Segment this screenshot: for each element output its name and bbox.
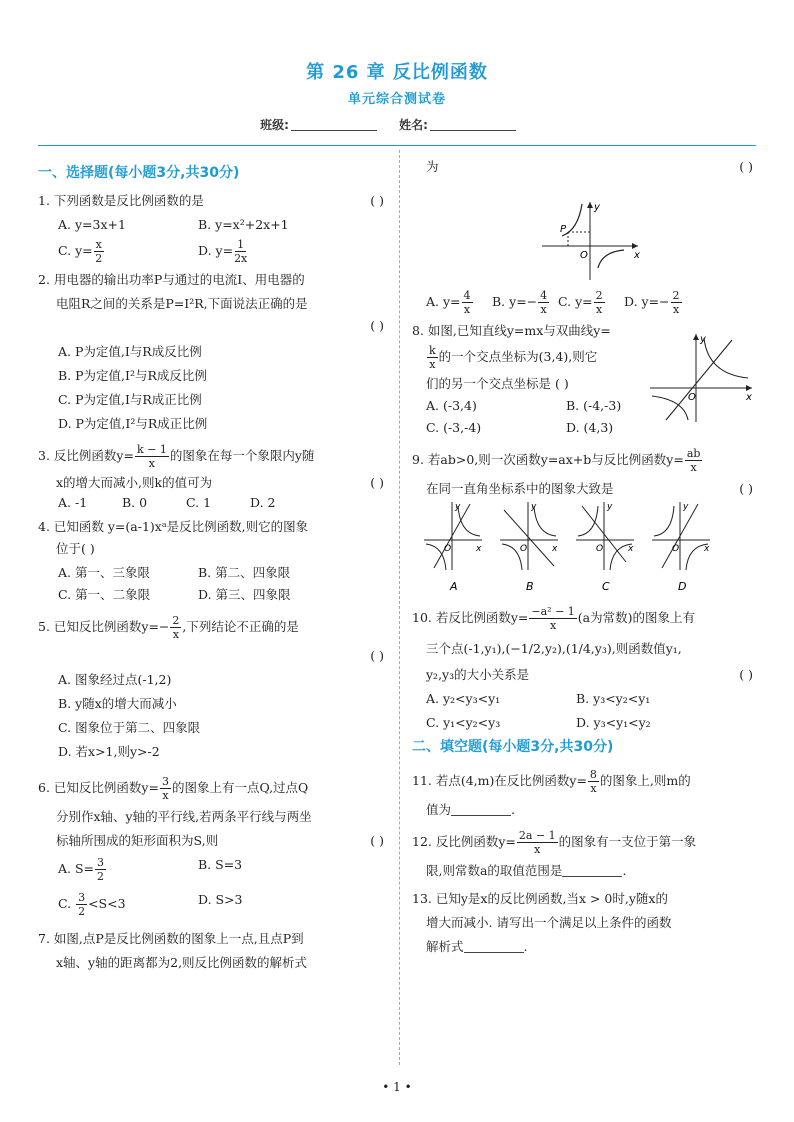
- column-divider: [399, 150, 400, 1065]
- q7-graph: [412, 176, 757, 284]
- q8-graph: [648, 330, 758, 424]
- q8-stem-line1: 8. 如图,已知直线y=mx与双曲线y=: [412, 323, 611, 338]
- q1-option-a: A. y=3x+1: [58, 217, 126, 232]
- q13-stem-line2: 增大而减小. 请写出一个满足以上条件的函数: [426, 915, 672, 930]
- svg-text:O: O: [672, 544, 680, 554]
- svg-text:O: O: [580, 250, 588, 261]
- svg-text:x: x: [628, 544, 634, 554]
- class-name-line: [0, 116, 794, 133]
- question-5: 5. 已知反比例函数y=− $\frac{2}{x}$ ,下列结论不正确的是 ( ) A. 图象经过点(-1,2) B. y随x的增大而减小 C. 图象位于第二、四象限 D. 若x>1,则y>-2: [38, 614, 388, 761]
- q3-option-d: D. 2: [250, 495, 276, 510]
- q7-stem-line2: x轴、y轴的距离都为2,则反比例函数的解析式: [56, 955, 308, 970]
- question-6: 6. 已知反比例函数y= $\frac{3}{x}$ 的图象上有一点Q,过点Q 分别作x轴、y轴的平行线,若两条平行线与两坐 标轴所围成的矩形面积为S,则 ( ) A. S= $\frac{3}{2}$ B. S=3 C. $\frac{3}{2}$ <S<3 D. S>3: [38, 775, 388, 918]
- q9-stem-line2: 在同一直角坐标系中的图象大致是: [426, 481, 614, 496]
- svg-text:x: x: [476, 544, 482, 554]
- q7-stem-line1: 7. 如图,点P是反比例函数的图象上一点,且点P到: [38, 931, 304, 946]
- q13-stem-line1: 13. 已知y是x的反比例函数,当x > 0时,y随x的: [412, 891, 668, 906]
- question-4: [38, 518, 388, 604]
- svg-text:y: y: [531, 502, 537, 512]
- q4-option-a: A. 第一、三象限: [58, 565, 150, 580]
- class-blank[interactable]: [291, 130, 377, 131]
- page-number: • 1 •: [382, 1080, 412, 1094]
- svg-text:C: C: [602, 580, 610, 593]
- svg-text:y: y: [607, 502, 613, 512]
- q3-option-a: A. -1: [58, 495, 88, 510]
- q3-stem-line2: x的增大而减小,则k的值可为: [56, 475, 213, 490]
- q2-option-a: A. P为定值,I与R成反比例: [58, 344, 202, 359]
- question-12: 12. 反比例函数y= $\frac{2a - 1}{x}$ 的图象有一支位于第一象 限,则常数a的取值范围是 .: [412, 829, 697, 878]
- q7-point-p-label: P: [560, 224, 567, 235]
- q9-graphs: [412, 498, 757, 594]
- q13-answer-blank[interactable]: [464, 952, 524, 953]
- q2-option-c: C. P为定值,I与R成正比例: [58, 392, 202, 407]
- q2-stem-line1: 2. 用电器的输出功率P与通过的电流I、用电器的: [38, 272, 305, 287]
- svg-text:y: y: [594, 202, 600, 213]
- svg-text:O: O: [520, 544, 528, 554]
- q7-answer-paren[interactable]: ( ): [739, 159, 753, 174]
- svg-text:A: A: [450, 580, 458, 593]
- name-blank[interactable]: [430, 130, 516, 131]
- header-rule: [38, 145, 756, 146]
- q3-option-c: C. 1: [186, 495, 212, 510]
- page-subtitle: 单元综合测试卷: [347, 92, 446, 107]
- q8-option-c: C. (-3,-4): [426, 420, 482, 435]
- question-10: 10. 若反比例函数y= $\frac{\text{−a² − 1}}{x}$ (a为常数)的图象上有 三个点(-1,y₁),(−1/2,y₂),(1/4,y₃),则函数值y₁, y₂,y₃的大小关系是 ( ) A. y₂<y₃<y₁ B. y₃<y₂<y₁ C. y₁<y₂<y₃ D. y₃<y₁<y₂: [412, 605, 757, 732]
- q6-option-d: D. S>3: [198, 892, 243, 907]
- svg-text:y: y: [683, 502, 689, 512]
- q6-option-c: C. $\frac{3}{2}$ <S<3: [58, 891, 126, 918]
- q4-option-d: D. 第三、四象限: [198, 587, 291, 602]
- q6-answer-paren[interactable]: ( ): [370, 833, 384, 848]
- question-9: 9. 若ab>0,则一次函数y=ax+b与反比例函数y= $\frac{ab}{x}$ 在同一直角坐标系中的图象大致是 ( ) O x y A O x y B O x y C O x y D: [412, 447, 757, 599]
- svg-text:y: y: [455, 502, 461, 512]
- class-label: 班级:: [260, 118, 289, 132]
- svg-text:x: x: [634, 250, 640, 261]
- q1-answer-paren[interactable]: ( ): [370, 193, 384, 208]
- svg-text:B: B: [526, 580, 534, 593]
- right-column: [412, 158, 757, 962]
- q8-option-b: B. (-4,-3): [566, 398, 622, 413]
- q7-option-c: C. y= $\frac{2}{x}$: [558, 289, 603, 316]
- q9-graph-d: [652, 502, 710, 593]
- q2-stem-line2: 电阻R之间的关系是P=I²R,下面说法正确的是: [56, 296, 308, 311]
- svg-text:D: D: [678, 580, 687, 593]
- q5-option-c: C. 图象位于第二、四象限: [58, 720, 201, 735]
- q10-option-c: C. y₁<y₂<y₃: [426, 715, 501, 730]
- q10-option-b: B. y₃<y₂<y₁: [576, 691, 651, 706]
- q10-option-d: D. y₃<y₁<y₂: [576, 715, 651, 730]
- q5-option-a: A. 图象经过点(-1,2): [58, 672, 172, 687]
- question-1: [38, 192, 388, 265]
- svg-text:x: x: [746, 392, 752, 403]
- q6-stem-line3: 标轴所围成的矩形面积为S,则: [56, 833, 219, 848]
- q2-answer-paren[interactable]: ( ): [370, 318, 384, 333]
- question-2: [38, 271, 388, 433]
- q7-option-a: A. y= $\frac{4}{x}$: [426, 289, 471, 316]
- q9-answer-paren[interactable]: ( ): [739, 481, 753, 496]
- q1-stem: 1. 下列函数是反比例函数的是: [38, 193, 204, 208]
- q9-graph-b: [500, 502, 558, 593]
- q10-option-a: A. y₂<y₃<y₁: [426, 691, 501, 706]
- q5-option-b: B. y随x的增大而减小: [58, 696, 177, 711]
- q4-stem-line1: 4. 已知函数 y=(a-1)xᵃ是反比例函数,则它的图象: [38, 519, 309, 534]
- q6-option-a: A. S= $\frac{3}{2}$: [58, 856, 105, 883]
- q9-graph-a: [424, 502, 482, 593]
- question-3: 3. 反比例函数y= $\frac{k - 1}{x}$ 的图象在每一个象限内y随 x的增大而减小,则k的值可为 ( ) A. -1 B. 0 C. 1 D. 2: [38, 443, 388, 512]
- question-13: 13. 已知y是x的反比例函数,当x > 0时,y随x的 增大而减小. 请写出一个满足以上条件的函数 解析式 .: [412, 890, 757, 956]
- q3-answer-paren[interactable]: ( ): [370, 475, 384, 490]
- question-8: 8. 如图,已知直线y=mx与双曲线y= $\frac{k}{x}$ 的一个交点坐标为(3,4),则它 们的另一个交点坐标是 ( ) O x y A. (-3,4) B. (-4,-3) C. (-3,-4) D. (4,3): [412, 322, 757, 437]
- q2-option-d: D. P为定值,I²与R成正比例: [58, 416, 208, 431]
- q11-answer-blank[interactable]: [451, 815, 511, 816]
- q1-option-d: D. y= $\frac{1}{2x}$: [198, 238, 248, 265]
- svg-text:y: y: [700, 334, 706, 345]
- q8-option-d: D. (4,3): [566, 420, 614, 435]
- q4-option-b: B. 第二、四象限: [198, 565, 291, 580]
- q4-option-c: C. 第一、二象限: [58, 587, 151, 602]
- section-fill-heading: 二、填空题(每小题3分,共30分): [412, 739, 614, 755]
- svg-text:O: O: [444, 544, 452, 554]
- q9-graph-c: [576, 502, 634, 593]
- q5-answer-paren[interactable]: ( ): [370, 648, 384, 663]
- name-label: 姓名:: [399, 118, 428, 132]
- question-11: 11. 若点(4,m)在反比例函数y= $\frac{8}{x}$ 的图象上,则m的 值为 .: [412, 768, 691, 817]
- svg-text:x: x: [704, 544, 710, 554]
- q1-option-c: C. y= $\frac{x}{2}$: [58, 238, 103, 265]
- page-title: 第 26 章 反比例函数: [306, 62, 488, 83]
- q8-answer-paren[interactable]: ( ): [555, 376, 569, 391]
- section-choice-heading: 一、选择题(每小题3分,共30分): [38, 165, 240, 181]
- left-column: [38, 158, 388, 978]
- q2-option-b: B. P为定值,I²与R成反比例: [58, 368, 207, 383]
- q10-answer-paren[interactable]: ( ): [739, 667, 753, 682]
- q7-option-d: D. y=− $\frac{2}{x}$: [624, 289, 680, 316]
- q10-stem-line2: 三个点(-1,y₁),(−1/2,y₂),(1/4,y₃),则函数值y₁,: [426, 641, 682, 656]
- q8-option-a: A. (-3,4): [426, 398, 477, 413]
- q12-answer-blank[interactable]: [562, 876, 622, 877]
- q5-option-d: D. 若x>1,则y>-2: [58, 744, 160, 759]
- svg-text:O: O: [596, 544, 604, 554]
- q1-option-b: B. y=x²+2x+1: [198, 217, 289, 232]
- q6-stem-line2: 分别作x轴、y轴的平行线,若两条平行线与两坐: [56, 809, 312, 824]
- q3-option-b: B. 0: [122, 495, 148, 510]
- q7-option-b: B. y=− $\frac{4}{x}$: [492, 289, 548, 316]
- q7-continued: 为 ( ): [412, 158, 757, 176]
- q10-stem-line3: y₂,y₃的大小关系是: [426, 667, 530, 682]
- q4-stem-line2: 位于( ): [56, 541, 95, 556]
- svg-text:O: O: [688, 392, 696, 403]
- q6-option-b: B. S=3: [198, 857, 243, 872]
- svg-text:x: x: [552, 544, 558, 554]
- question-7: [38, 930, 388, 972]
